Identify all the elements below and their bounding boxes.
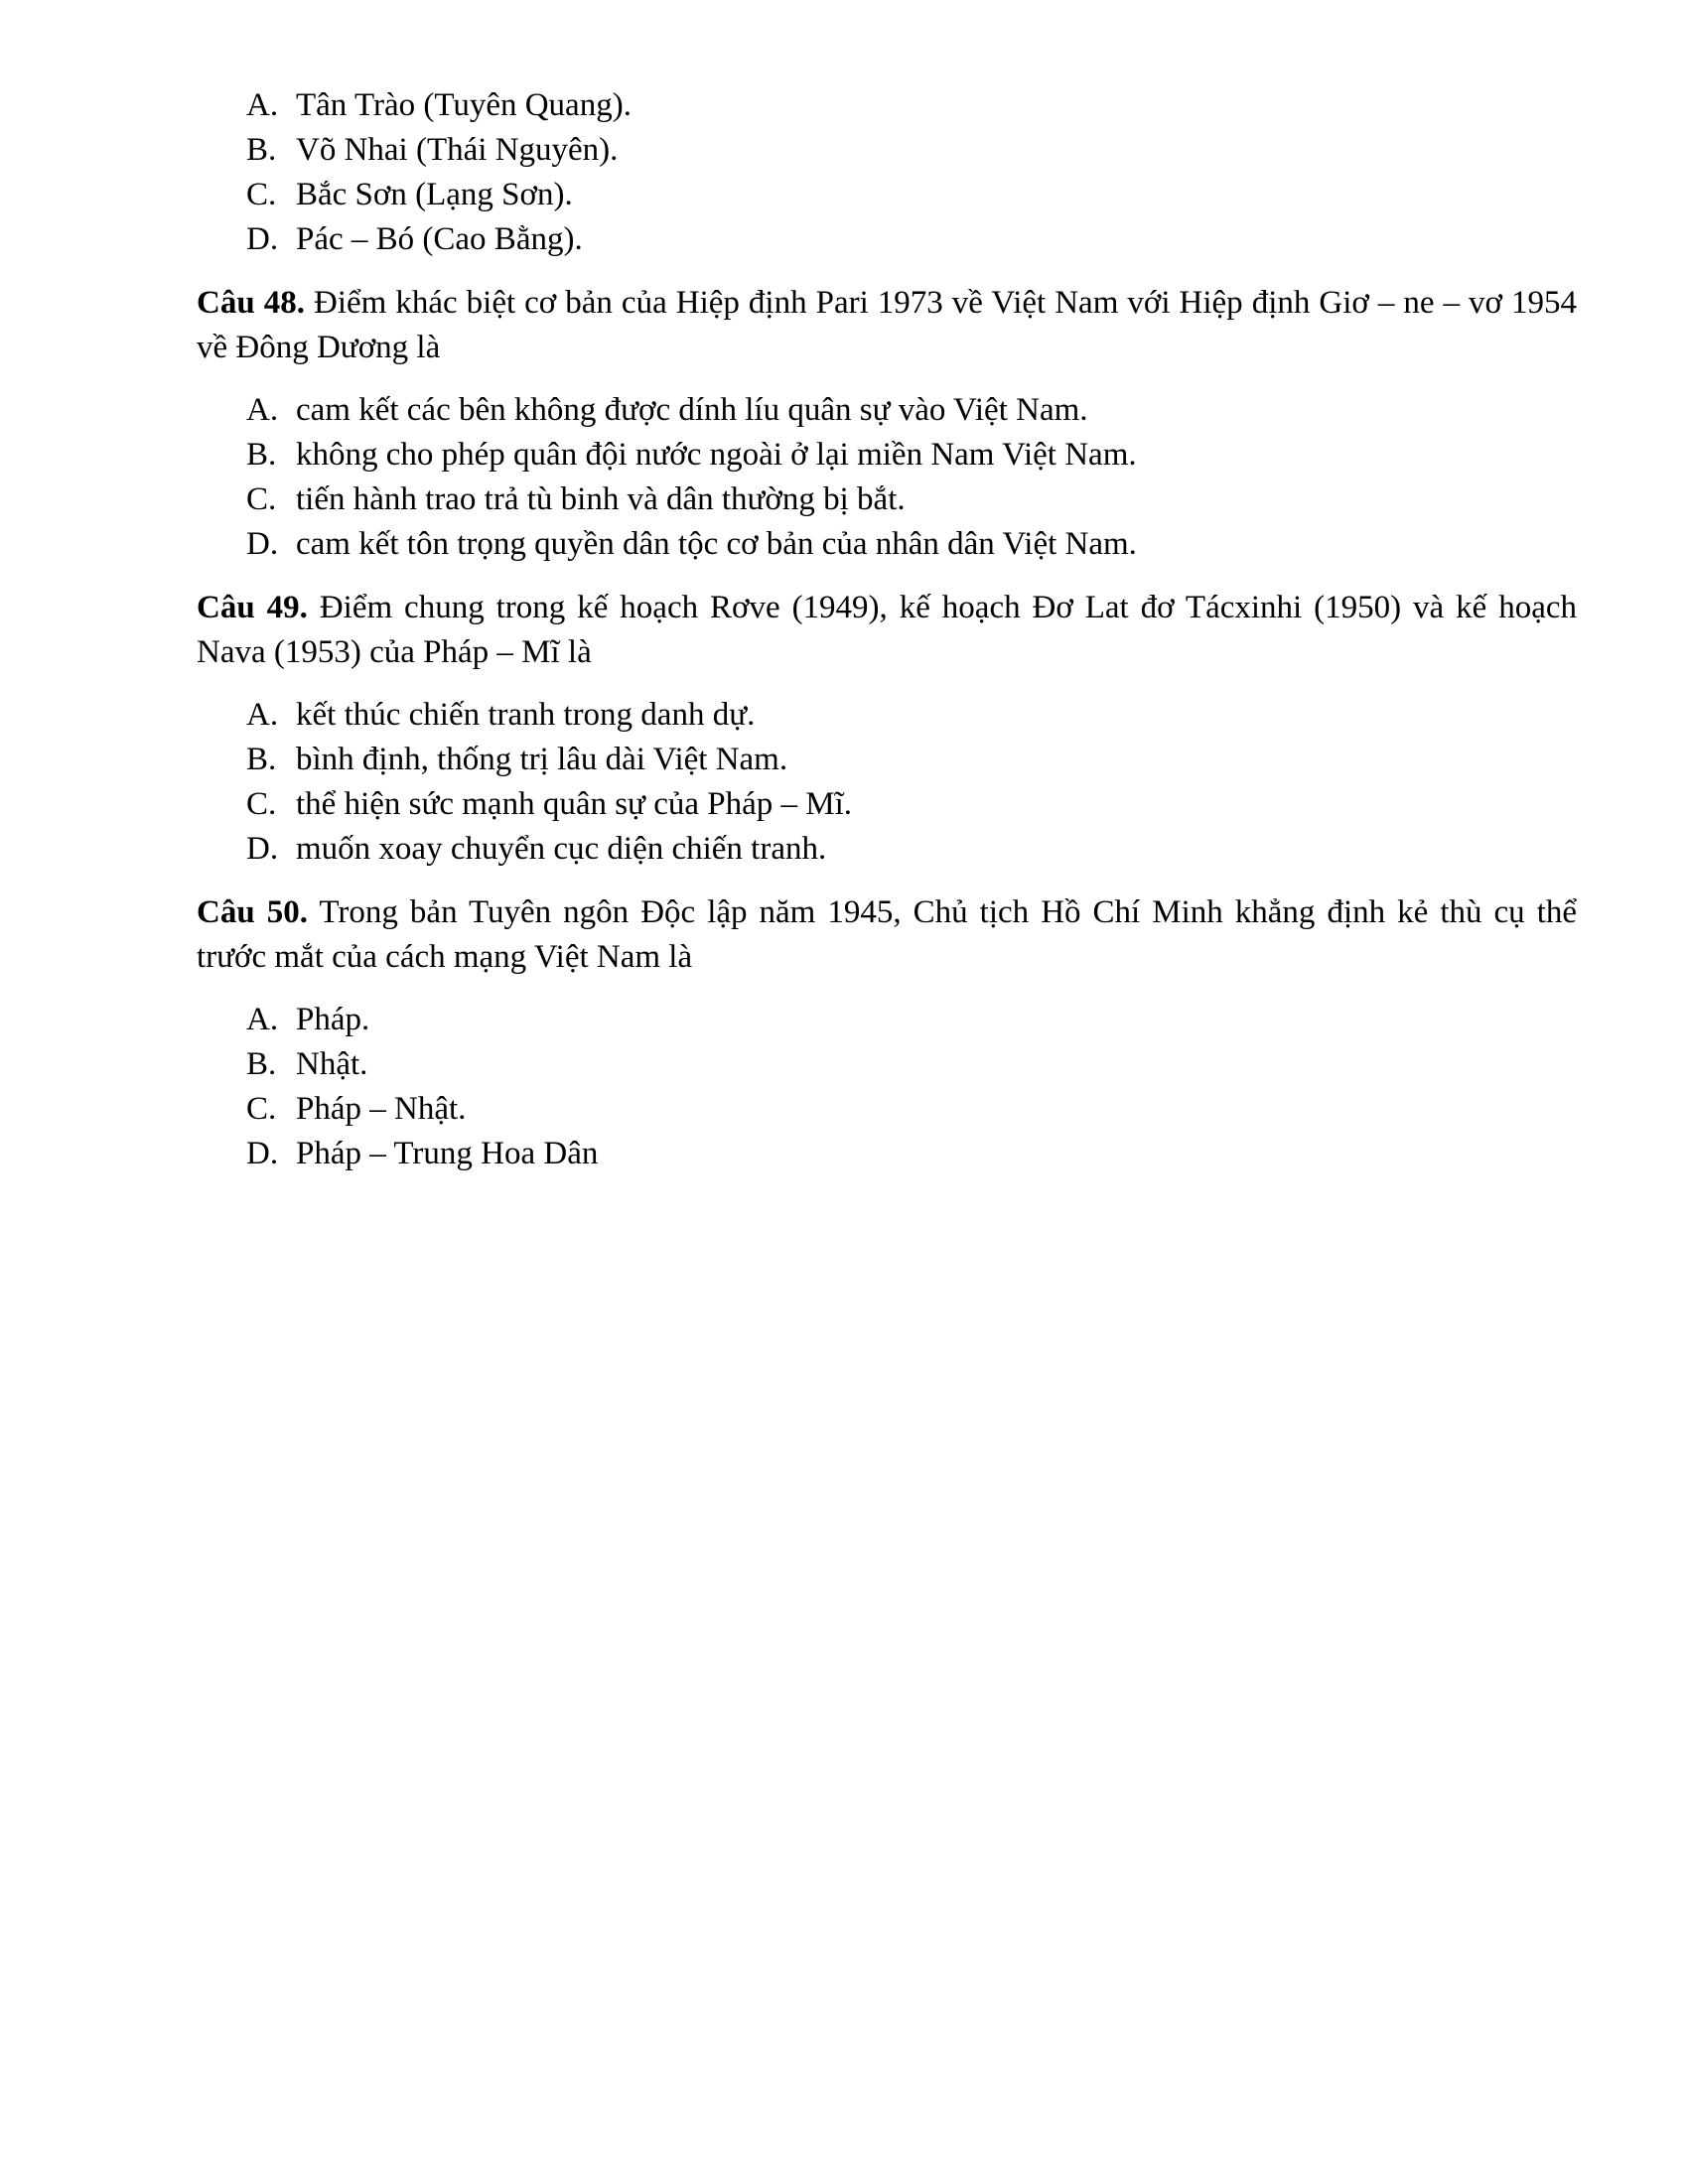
- question-49: [197, 586, 1577, 872]
- option-b: [246, 1042, 1577, 1087]
- option-text: cam kết các bên không được dính líu quân sự vào Việt Nam.: [296, 392, 1088, 428]
- option-letter: D.: [246, 1136, 279, 1171]
- question-label: Câu 50.: [197, 894, 308, 930]
- option-letter: B.: [246, 132, 277, 168]
- option-letter: D.: [246, 831, 279, 867]
- option-d: [246, 217, 1577, 262]
- option-c: [246, 782, 1577, 827]
- option-letter: C.: [246, 177, 277, 212]
- option-b: [246, 738, 1577, 782]
- question-text: Trong bản Tuyên ngôn Độc lập năm 1945, Chủ tịch Hồ Chí Minh khẳng định kẻ thù cụ thể trước mắt của cách mạng Việt Nam là: [197, 894, 1578, 975]
- option-letter: A.: [246, 392, 279, 428]
- option-text: Pháp.: [296, 1002, 370, 1037]
- question-stem: [197, 281, 1577, 370]
- option-letter: A.: [246, 87, 279, 123]
- option-c: [246, 173, 1577, 217]
- option-b: [246, 128, 1577, 173]
- option-a: [246, 83, 1577, 128]
- option-c: [246, 1087, 1577, 1132]
- option-text: Pác – Bó (Cao Bằng).: [296, 221, 583, 257]
- option-text: Nhật.: [296, 1046, 368, 1082]
- option-letter: B.: [246, 437, 277, 473]
- option-d: [246, 1132, 1577, 1176]
- option-text: cam kết tôn trọng quyền dân tộc cơ bản của nhân dân Việt Nam.: [296, 526, 1137, 562]
- question-options: [197, 998, 1577, 1176]
- question-text: Điểm chung trong kế hoạch Rơve (1949), kế hoạch Đơ Lat đơ Tácxinhi (1950) và kế hoạch Nava (1953) của Pháp – Mĩ là: [197, 590, 1578, 670]
- question-stem: [197, 890, 1577, 980]
- exam-content: [197, 83, 1577, 1176]
- option-letter: A.: [246, 697, 279, 733]
- question-options: [197, 693, 1577, 872]
- option-text: Pháp – Nhật.: [296, 1091, 467, 1127]
- question-label: Câu 48.: [197, 285, 305, 321]
- option-text: Bắc Sơn (Lạng Sơn).: [296, 177, 573, 212]
- question-stem: [197, 586, 1577, 675]
- option-b: [246, 433, 1577, 478]
- option-text: không cho phép quân đội nước ngoài ở lại miền Nam Việt Nam.: [296, 437, 1137, 473]
- leading-options: [197, 83, 1577, 262]
- option-text: Tân Trào (Tuyên Quang).: [296, 87, 632, 123]
- question-48: [197, 281, 1577, 567]
- option-a: [246, 388, 1577, 433]
- option-letter: A.: [246, 1002, 279, 1037]
- option-text: Võ Nhai (Thái Nguyên).: [296, 132, 619, 168]
- option-text: kết thúc chiến tranh trong danh dự.: [296, 697, 756, 733]
- option-c: [246, 478, 1577, 522]
- option-text: tiến hành trao trả tù binh và dân thường bị bắt.: [296, 481, 906, 517]
- option-letter: C.: [246, 481, 277, 517]
- option-letter: C.: [246, 1091, 277, 1127]
- option-text: muốn xoay chuyển cục diện chiến tranh.: [296, 831, 827, 867]
- option-letter: B.: [246, 742, 277, 777]
- question-50: [197, 890, 1577, 1176]
- option-d: [246, 522, 1577, 567]
- option-text: bình định, thống trị lâu dài Việt Nam.: [296, 742, 788, 777]
- option-a: [246, 998, 1577, 1042]
- option-d: [246, 827, 1577, 872]
- question-text: Điểm khác biệt cơ bản của Hiệp định Pari 1973 về Việt Nam với Hiệp định Giơ – ne – vơ 1954 về Đông Dương là: [197, 285, 1578, 365]
- option-letter: D.: [246, 526, 279, 562]
- option-letter: B.: [246, 1046, 277, 1082]
- option-text: thể hiện sức mạnh quân sự của Pháp – Mĩ.: [296, 786, 853, 822]
- option-letter: C.: [246, 786, 277, 822]
- question-label: Câu 49.: [197, 590, 308, 625]
- option-a: [246, 693, 1577, 738]
- question-options: [197, 388, 1577, 567]
- option-letter: D.: [246, 221, 279, 257]
- option-text: Pháp – Trung Hoa Dân: [296, 1136, 599, 1171]
